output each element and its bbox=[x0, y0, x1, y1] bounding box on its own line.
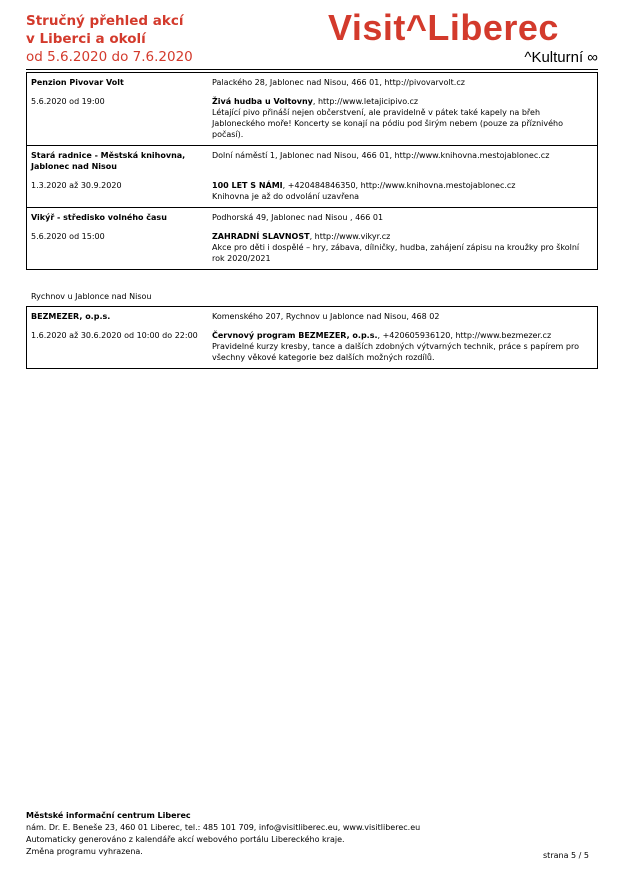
title-line-1: Stručný přehled akcí bbox=[26, 13, 184, 29]
document-title bbox=[26, 12, 286, 66]
event-date: 1.3.2020 až 30.9.2020 bbox=[31, 181, 122, 190]
events-table bbox=[26, 306, 598, 369]
footer-note: Automaticky generováno z kalendáře akcí webového portálu Libereckého kraje. bbox=[26, 835, 345, 844]
event-date: 1.6.2020 až 30.6.2020 od 10:00 do 22:00 bbox=[31, 331, 198, 340]
event-row bbox=[27, 208, 597, 269]
venue-address: Komenského 207, Rychnov u Jablonce nad Nisou, 468 02 bbox=[212, 312, 440, 321]
event-name: 100 LET S NÁMI bbox=[212, 181, 283, 190]
event-date: 5.6.2020 od 19:00 bbox=[31, 97, 105, 106]
venue-name: Vikýř - středisko volného času bbox=[31, 213, 167, 222]
visit-liberec-logo bbox=[328, 8, 600, 68]
event-contact: , http://www.letajicipivo.cz bbox=[312, 97, 419, 106]
event-row bbox=[27, 73, 597, 146]
event-description: Akce pro děti i dospělé – hry, zábava, dílničky, hudba, zahájení zápisu na kroužky pro školní rok 2020/2021 bbox=[212, 243, 580, 263]
venue-name: Penzion Pivovar Volt bbox=[31, 78, 124, 87]
logo-wordmark: Visit^Liberec bbox=[328, 7, 559, 48]
events-table bbox=[26, 72, 598, 270]
event-description: Knihovna je až do odvolání uzavřena bbox=[212, 192, 360, 201]
event-heading bbox=[212, 96, 593, 107]
header-divider bbox=[26, 69, 598, 70]
date-range: od 5.6.2020 do 7.6.2020 bbox=[26, 49, 193, 65]
footer-org: Městské informační centrum Liberec bbox=[26, 811, 191, 820]
venue-name: BEZMEZER, o.p.s. bbox=[31, 312, 111, 321]
event-heading bbox=[212, 231, 593, 242]
venue-address: Palackého 28, Jablonec nad Nisou, 466 01, http://pivovarvolt.cz bbox=[212, 78, 465, 87]
page-number: strana 5 / 5 bbox=[543, 851, 589, 860]
event-row bbox=[27, 307, 597, 368]
footer bbox=[26, 810, 598, 858]
venue-address: Podhorská 49, Jablonec nad Nisou , 466 01 bbox=[212, 213, 384, 222]
event-contact: , +420484846350, http://www.knihovna.mestojablonec.cz bbox=[282, 181, 516, 190]
event-row bbox=[27, 146, 597, 208]
event-date: 5.6.2020 od 15:00 bbox=[31, 232, 105, 241]
title-line-2: v Liberci a okolí bbox=[26, 31, 146, 47]
event-name: ZAHRADNÍ SLAVNOST bbox=[212, 232, 310, 241]
event-heading bbox=[212, 180, 593, 191]
venue-name: Stará radnice - Městská knihovna, Jablonec nad Nisou bbox=[31, 151, 186, 171]
footer-address: nám. Dr. E. Beneše 23, 460 01 Liberec, tel.: 485 101 709, info@visitliberec.eu, www.visitliberec.eu bbox=[26, 823, 421, 832]
event-heading bbox=[212, 330, 593, 341]
event-contact: , +420605936120, http://www.bezmezer.cz bbox=[377, 331, 552, 340]
event-name: Červnový program BEZMEZER, o.p.s. bbox=[212, 331, 378, 340]
city-heading: Rychnov u Jablonce nad Nisou bbox=[31, 292, 152, 301]
footer-note: Změna programu vyhrazena. bbox=[26, 847, 143, 856]
logo-subtitle: ^Kulturní ∞ bbox=[524, 49, 598, 66]
venue-address: Dolní náměstí 1, Jablonec nad Nisou, 466 01, http://www.knihovna.mestojablonec.cz bbox=[212, 151, 550, 160]
event-contact: , http://www.vikyr.cz bbox=[309, 232, 391, 241]
event-description: Létající pivo přináší nejen občerstvení, ale pravidelně v pátek také kapely na břeh Jabloneckého moře! Koncerty se konají na pódiu pod širým nebem (pouze za příznivého počasí). bbox=[212, 108, 564, 139]
event-description: Pravidelné kurzy kresby, tance a dalších zdobných výtvarných technik, práce s papírem pro všechny věkové kategorie bez dalších možných rozdílů. bbox=[212, 342, 579, 362]
event-name: Živá hudba u Voltovny bbox=[212, 97, 313, 106]
